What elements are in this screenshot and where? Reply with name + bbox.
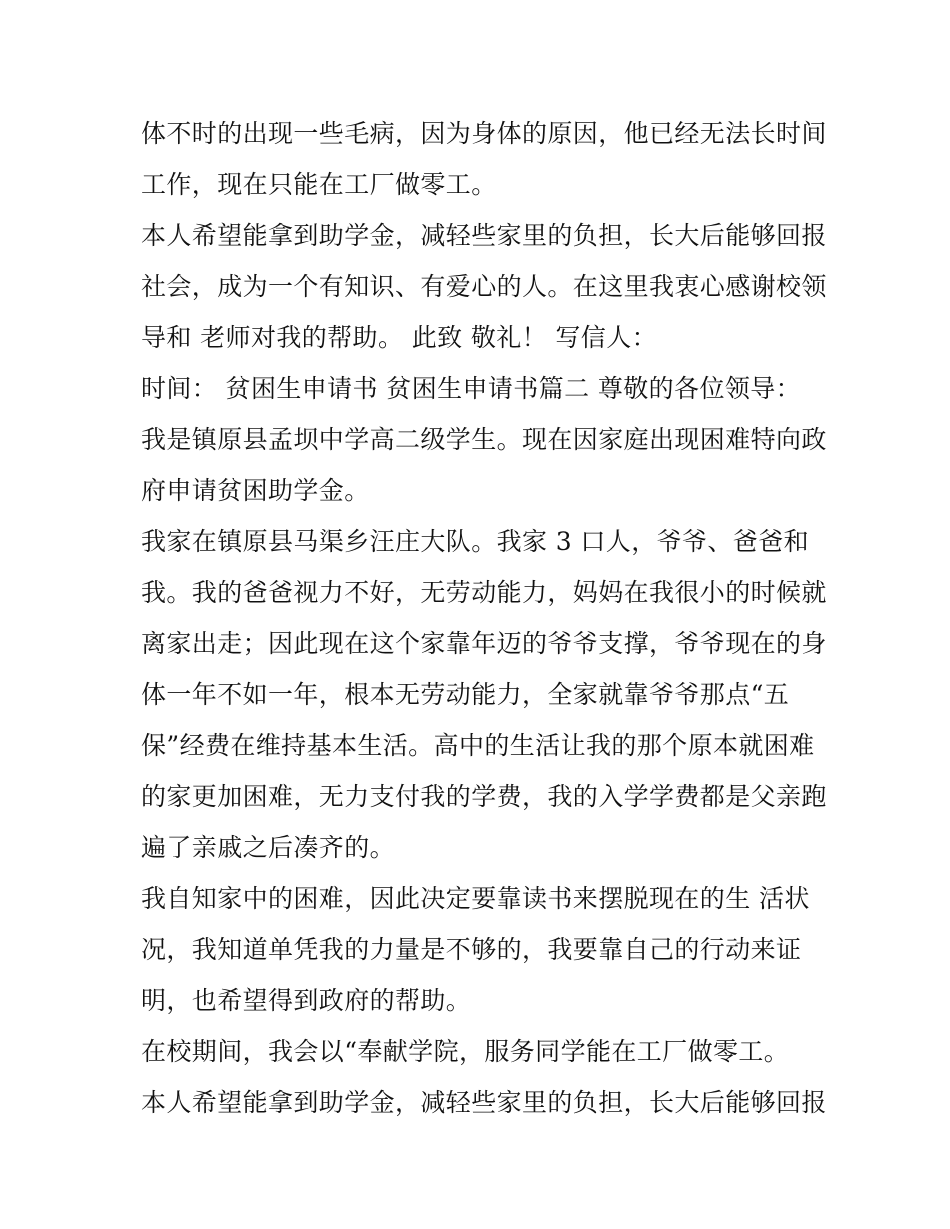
text-line: 本人希望能拿到助学金，减轻些家里的负担，长大后能够回报 <box>141 1088 827 1117</box>
text-line: 况，我知道单凭我的力量是不够的，我要靠自己的行动来证 <box>141 935 802 964</box>
text-line: 体不时的出现一些毛病，因为身体的原因，他已经无法长时间 <box>141 119 827 148</box>
text-line: 工作，现在只能在工厂做零工。 <box>141 170 497 199</box>
text-line: 明，也希望得到政府的帮助。 <box>141 986 472 1015</box>
text-line: 本人希望能拿到助学金，减轻些家里的负担，长大后能够回报 <box>141 221 827 250</box>
text-line: 时间： 贫困生申请书 贫困生申请书篇二 尊敬的各位领导： <box>141 374 802 403</box>
text-line: 离家出走；因此现在这个家靠年迈的爷爷支撑，爷爷现在的身 <box>141 629 827 658</box>
text-line: 遍了亲戚之后凑齐的。 <box>141 833 396 862</box>
text-line: 社会，成为一个有知识、有爱心的人。在这里我衷心感谢校领 <box>141 272 827 301</box>
text-line: 导和 老师对我的帮助。 此致 敬礼！ 写信人： <box>141 323 657 352</box>
text-line: 我。我的爸爸视力不好，无劳动能力，妈妈在我很小的时候就 <box>141 578 827 607</box>
text-line: 我是镇原县孟坝中学高二级学生。现在因家庭出现困难特向政 <box>141 425 827 454</box>
text-line: 我自知家中的困难，因此决定要靠读书来摆脱现在的生 活状 <box>141 884 810 913</box>
text-line: 体一年不如一年，根本无劳动能力，全家就靠爷爷那点“五 <box>141 680 790 709</box>
document-body <box>141 108 827 1128</box>
text-line: 我家在镇原县马渠乡汪庄大队。我家 3 口人，爷爷、爸爸和 <box>141 527 810 556</box>
text-line: 在校期间，我会以“奉献学院，服务同学能在工厂做零工。 <box>141 1037 790 1066</box>
text-line: 的家更加困难，无力支付我的学费，我的入学学费都是父亲跑 <box>141 782 827 811</box>
text-line: 府申请贫困助学金。 <box>141 476 370 505</box>
text-line: 保”经费在维持基本生活。高中的生活让我的那个原本就困难 <box>141 731 815 760</box>
